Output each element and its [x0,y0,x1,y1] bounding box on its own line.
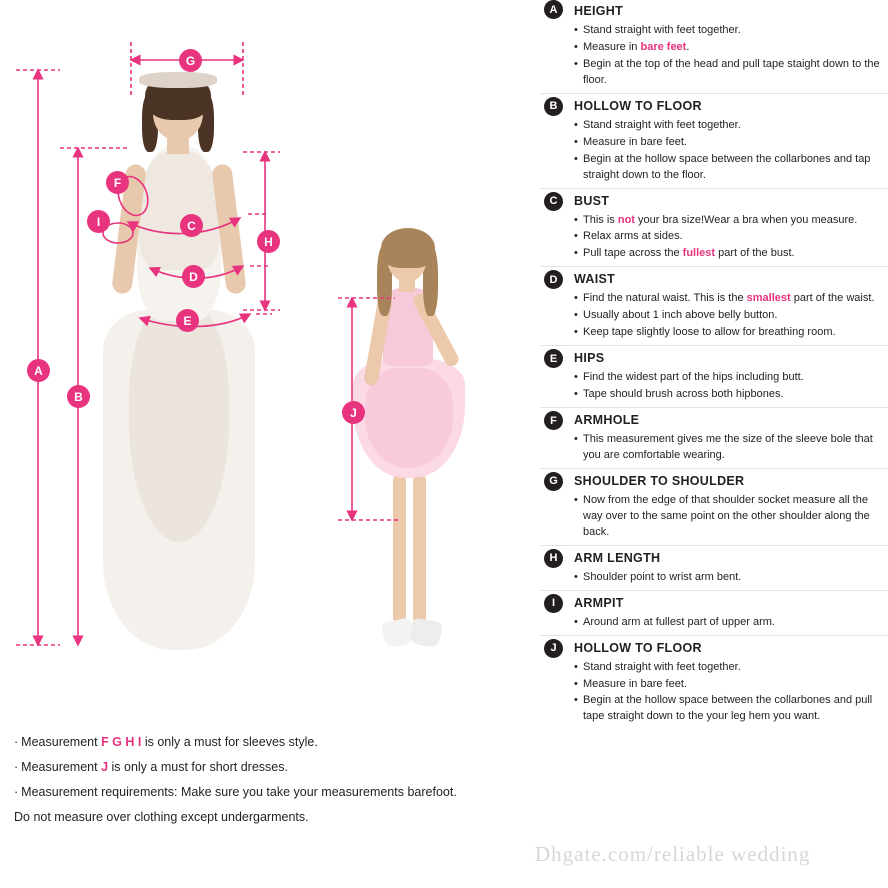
line-post: part of the bust. [715,247,795,260]
entry-line: • Now from the edge of that shoulder socket measure all the way over to the same point on the other shoulder along the back. [574,493,888,541]
entry-title-c: BUST [574,193,610,208]
entry-line: • Measure in bare feet. [574,677,888,693]
instructions-panel [534,0,888,888]
line-pre: Find the natural waist. This is the [583,292,747,305]
badge-h: H [257,230,280,253]
entry-title-i: ARMPIT [574,595,624,610]
letter-badge-g: G [544,472,563,491]
entry-line: • Keep tape slightly loose to allow for breathing room. [574,325,888,341]
instruction-entry-e [534,349,888,403]
instruction-entry-j [534,639,888,726]
note-suffix: is only a must for short dresses. [108,760,288,775]
note-prefix: Measurement requirements: Make sure you take your measurements barefoot. [21,785,457,800]
line-post: part of the waist. [790,292,875,305]
letter-badge-i: I [544,594,563,613]
note-item [14,760,484,776]
entry-title-d: WAIST [574,272,616,287]
letter-badge-j: J [544,639,563,658]
entry-title-f: ARMHOLE [574,413,640,427]
entry-title-g: SHOULDER TO SHOULDER [574,473,745,488]
line-emphasis: not [617,213,635,226]
entry-line: • Measure in bare feet. [574,135,888,151]
entry-line: • Begin at the hollow space between the collarbones and pull tape straight down to the your leg hem you want. [574,693,888,725]
notes-list [14,735,484,836]
entry-line: • Find the widest part of the hips including butt. [574,370,888,386]
entry-line: • Begin at the hollow space between the collarbones and tap straight down to the floor. [574,152,888,184]
entry-line: • Usually about 1 inch above belly button. [574,308,888,324]
note-suffix: is only a must for sleeves style. [141,735,318,749]
entry-line: • Tape should brush across both hipbones. [574,387,888,403]
bullet-icon: · [14,760,19,775]
instruction-entry-d [534,270,888,341]
badge-g: G [179,49,202,72]
entry-line: • Relax arms at sides. [574,229,888,245]
entry-lines-a [574,23,888,89]
entry-title-h: ARM LENGTH [574,550,661,565]
letter-badge-e: E [544,349,563,368]
letter-badge-h: H [544,549,563,568]
badge-i: I [87,210,110,233]
instruction-entry-b [534,97,888,184]
entry-line [574,291,888,307]
line-pre: This is [583,213,618,226]
letter-badge-c: C [544,192,563,211]
entry-title-e: HIPS [574,351,605,366]
entry-lines-e [574,370,888,403]
badge-b: B [67,385,90,408]
entry-line: • This measurement gives me the size of the sleeve bole that you are comfortable wearing. [574,432,888,464]
letter-badge-f: F [544,411,563,430]
note-highlight: F G H I [101,735,142,749]
instruction-entry-f [534,411,888,464]
entry-lines-b [574,118,888,184]
instruction-entry-i [534,594,888,631]
line-post: . [686,40,690,53]
note-prefix: Measurement [21,735,102,749]
note-item [14,785,484,801]
entry-title-a: HEIGHT [574,4,624,18]
line-pre: Measure in [583,40,641,53]
entry-line [574,40,888,56]
entry-title-j: HOLLOW TO FLOOR [574,640,702,655]
letter-badge-d: D [544,270,563,289]
line-pre: Pull tape across the [583,247,683,260]
line-emphasis: fullest [682,247,716,260]
line-emphasis: bare feet [640,40,687,53]
entry-lines-d [574,291,888,341]
letter-badge-a: A [544,0,563,19]
entry-line: • Stand straight with feet together. [574,118,888,134]
entry-line: • Around arm at fullest part of upper arm. [574,615,888,631]
note-item [14,735,484,751]
badge-c: C [180,214,203,237]
line-emphasis: smallest [746,292,791,305]
entry-lines-j [574,660,888,726]
entry-lines-i [574,615,888,631]
entry-lines-g [574,493,888,541]
note-highlight: J [101,760,109,775]
watermark: Dhgate.com/reliable wedding [535,842,811,866]
line-post: your bra size!Wear a bra when you measure. [634,213,858,226]
entry-line: • Shoulder point to wrist arm bent. [574,570,888,586]
entry-lines-c [574,213,888,263]
badge-f: F [106,171,129,194]
note-prefix: Measurement [21,760,102,775]
note-prefix: Do not measure over clothing except undergarments. [14,810,309,825]
instruction-entry-h [534,549,888,586]
note-item [14,810,484,826]
entry-line [574,246,888,262]
entry-line: • Stand straight with feet together. [574,23,888,39]
entry-line: • Begin at the top of the head and pull tape staight down to the floor. [574,57,888,89]
instruction-entry-g [534,472,888,541]
entry-line [574,213,888,229]
entry-line: • Stand straight with feet together. [574,660,888,676]
entry-lines-f [574,432,888,464]
badge-d: D [182,265,205,288]
bullet-icon: · [14,735,19,749]
badge-j: J [342,401,365,424]
entry-lines-h [574,570,888,586]
badge-e: E [176,309,199,332]
entry-title-b: HOLLOW TO FLOOR [574,98,702,113]
instruction-entry-c [534,192,888,263]
badge-a: A [27,359,50,382]
letter-badge-b: B [544,97,563,116]
bullet-icon: · [14,785,19,800]
instruction-entry-a [534,0,888,89]
